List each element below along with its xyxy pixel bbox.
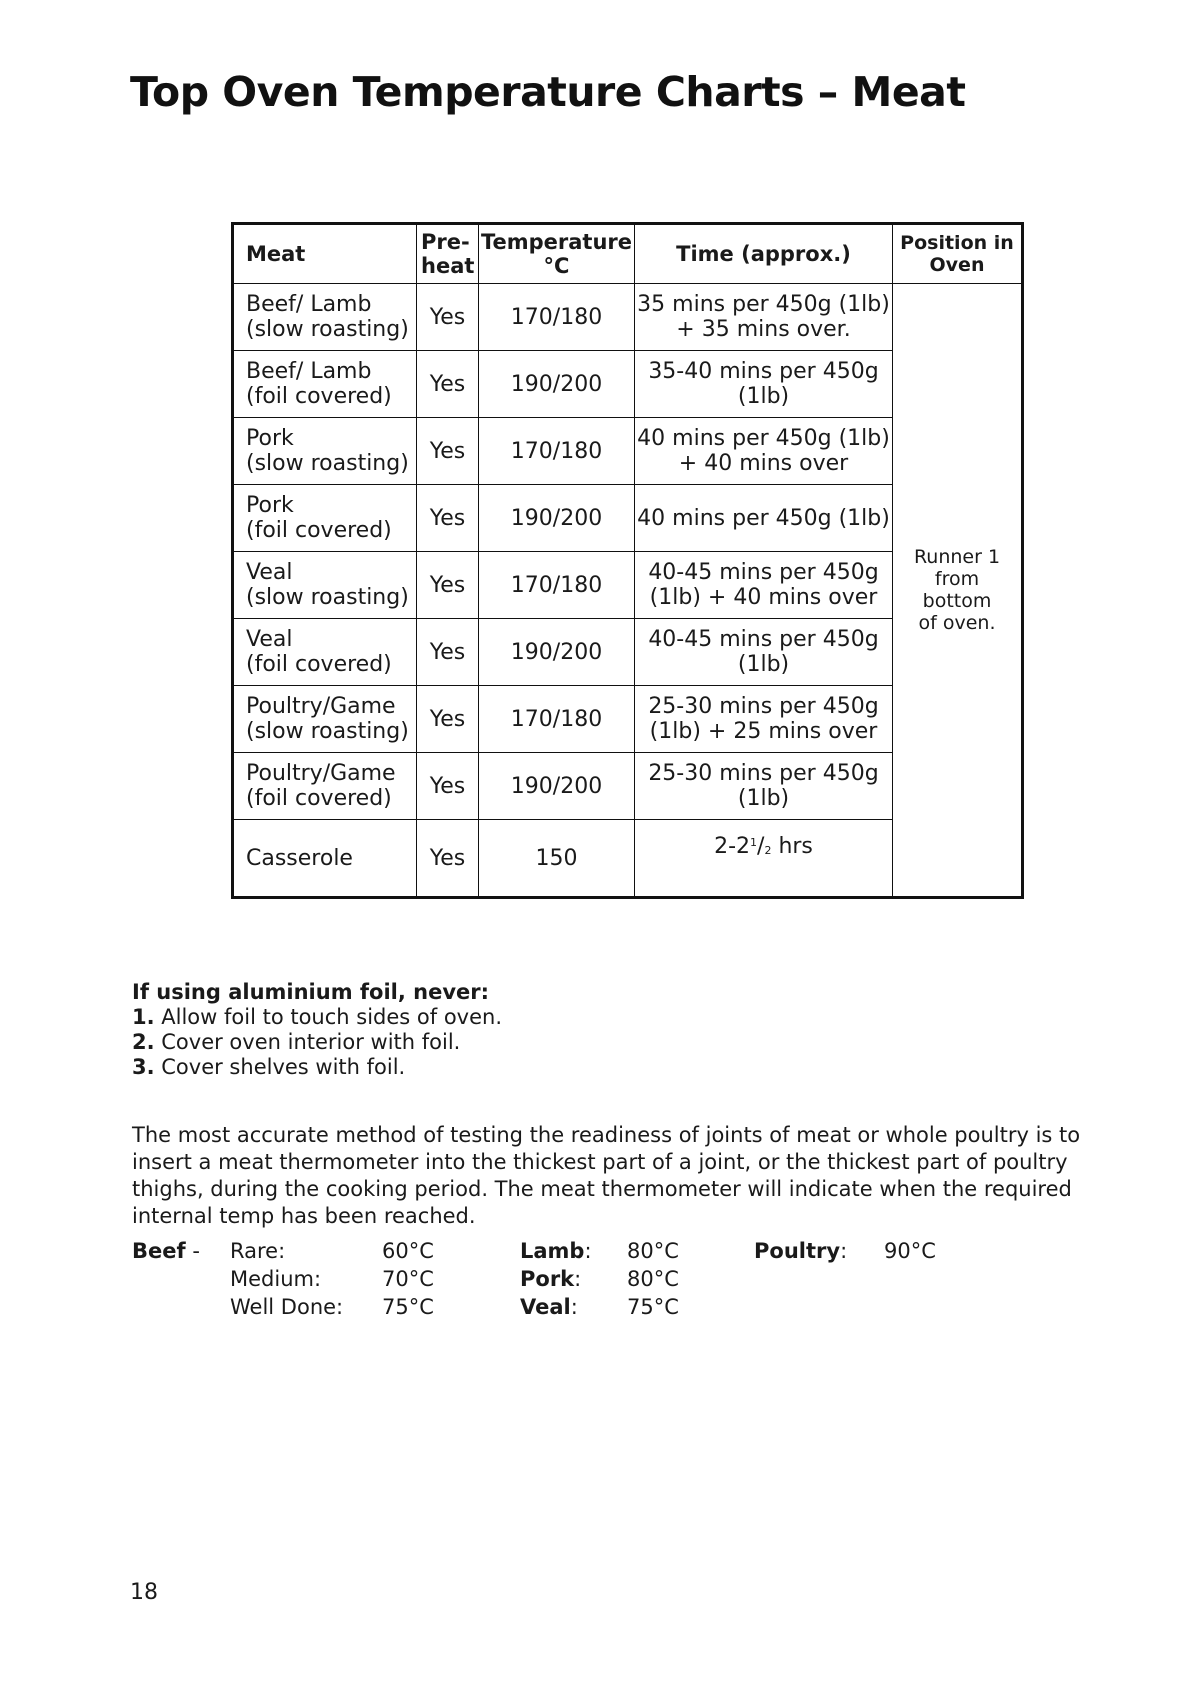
header-temperature-line1: Temperature [480,230,633,254]
meat-name: Pork [246,493,294,518]
thermometer-paragraph: The most accurate method of testing the readiness of joints of meat or whole poultry is to insert a meat thermometer into the thickest part of a joint, or the thickest part of poultry thighs, during the cooking period. The meat thermometer will indicate when the required internal temp has been reached. [132,1123,1081,1228]
time-line2: (1lb) + 25 mins over [649,719,878,744]
time-cell [635,619,893,686]
meat-cell [233,686,417,753]
meat-name: Beef/ Lamb [246,292,372,317]
item-text: Allow foil to touch sides of oven. [154,1005,503,1029]
time-line1: 35-40 mins per 450g [648,359,879,384]
label-colon: : [574,1267,582,1291]
meat-label: Pork [520,1267,575,1291]
time-cell [635,418,893,485]
meat-temp-label [520,1238,592,1265]
item-text: Cover shelves with foil. [154,1055,406,1079]
preheat-cell: Yes [417,686,479,753]
meat-temp-value: 80°C [627,1267,679,1291]
casserole-time-prefix: 2-2 [714,834,751,859]
header-time: Time (approx.) [635,224,893,284]
fraction-slash: / [757,834,765,859]
time-line1: 40 mins per 450g (1lb) [637,505,890,531]
position-line3: bottom [922,590,992,612]
preheat-cell: Yes [417,820,479,898]
meat-name: Beef/ Lamb [246,359,372,384]
beef-label: Beef [132,1239,186,1263]
meat-temperature-table [231,222,1024,899]
time-line1: 40-45 mins per 450g [648,627,879,652]
foil-warning-heading: If using aluminium foil, never: [132,980,490,1004]
meat-temp-value: 75°C [627,1295,679,1319]
foil-warning-item [132,1030,502,1055]
meat-method: (foil covered) [246,652,392,677]
preheat-cell: Yes [417,351,479,418]
time-line2: + 40 mins over [678,451,849,476]
time-line2: (1lb) [737,384,790,409]
time-cell [635,552,893,619]
page-number: 18 [130,1580,158,1605]
meat-cell [233,418,417,485]
time-cell [635,351,893,418]
header-preheat-line2: heat [421,254,475,278]
table-header-row [233,224,1023,284]
temperature-cell: 170/180 [479,284,635,351]
meat-cell [233,820,417,898]
foil-warning [132,980,502,1080]
page-title: Top Oven Temperature Charts – Meat [130,68,966,116]
temperature-cell: 190/200 [479,753,635,820]
time-line2: (1lb) [737,652,790,677]
temperature-cell: 190/200 [479,485,635,552]
meat-method: (foil covered) [246,786,392,811]
position-line2: from [934,568,980,590]
meat-name: Poultry/Game [246,761,396,786]
beef-heading [132,1238,200,1265]
header-meat: Meat [233,224,417,284]
meat-method: (slow roasting) [246,317,409,342]
temperature-cell: 170/180 [479,686,635,753]
position-line4: of oven. [918,612,996,634]
header-preheat [417,224,479,284]
meat-temp-label [520,1266,581,1293]
time-line2: (1lb) + 40 mins over [649,585,878,610]
item-text: Cover oven interior with foil. [154,1030,461,1054]
meat-name: Casserole [246,845,353,871]
meat-method: (slow roasting) [246,719,409,744]
meat-name: Veal [246,560,293,585]
meat-name: Pork [246,426,294,451]
time-line1: 25-30 mins per 450g [648,761,879,786]
meat-name: Veal [246,627,293,652]
poultry-temp-label [754,1238,847,1265]
meat-cell [233,485,417,552]
temperature-cell: 190/200 [479,351,635,418]
time-cell [635,485,893,552]
doneness-value: 75°C [382,1295,434,1319]
foil-warning-item [132,1005,502,1030]
doneness-label: Medium: [230,1267,322,1291]
item-number: 3. [132,1055,155,1079]
meat-label: Lamb [520,1239,585,1263]
header-temperature [479,224,635,284]
time-cell [635,686,893,753]
temperature-cell: 150 [479,820,635,898]
fraction-denominator: 2 [764,844,772,857]
meat-cell [233,552,417,619]
time-cell [635,284,893,351]
meat-cell [233,351,417,418]
poultry-label: Poultry [754,1239,841,1263]
preheat-cell: Yes [417,552,479,619]
doneness-value: 70°C [382,1267,434,1291]
preheat-cell: Yes [417,284,479,351]
time-cell [635,753,893,820]
label-colon: : [570,1295,578,1319]
item-number: 1. [132,1005,155,1029]
meat-name: Poultry/Game [246,694,396,719]
time-line1: 35 mins per 450g (1lb) [637,292,890,317]
header-temperature-line2: °C [543,254,570,278]
meat-method: (slow roasting) [246,451,409,476]
time-cell [635,820,893,898]
preheat-cell: Yes [417,619,479,686]
fraction-numerator: 1 [750,836,758,849]
preheat-cell: Yes [417,753,479,820]
poultry-temp-value: 90°C [884,1239,936,1263]
preheat-cell: Yes [417,485,479,552]
meat-method: (slow roasting) [246,585,409,610]
beef-dash: - [185,1239,200,1263]
time-line2: + 35 mins over. [676,317,851,342]
meat-method: (foil covered) [246,518,392,543]
time-line2: (1lb) [737,786,790,811]
header-position [893,224,1023,284]
header-position-line1: Position in [900,232,1014,254]
header-preheat-line1: Pre- [421,230,470,254]
meat-method: (foil covered) [246,384,392,409]
time-line1: 40-45 mins per 450g [648,560,879,585]
meat-temp-value: 80°C [627,1239,679,1263]
temperature-cell: 190/200 [479,619,635,686]
time-line1: 25-30 mins per 450g [648,694,879,719]
doneness-label: Rare: [230,1239,286,1263]
meat-temp-label [520,1294,578,1321]
table-row [233,284,1023,351]
label-colon: : [584,1239,592,1263]
position-cell [893,284,1023,898]
temperature-cell: 170/180 [479,418,635,485]
meat-label: Veal [520,1295,571,1319]
item-number: 2. [132,1030,155,1054]
time-line1: 40 mins per 450g (1lb) [637,426,890,451]
temperature-cell: 170/180 [479,552,635,619]
header-position-line2: Oven [929,254,985,276]
casserole-time-suffix: hrs [771,834,813,859]
doneness-value: 60°C [382,1239,434,1263]
preheat-cell: Yes [417,418,479,485]
meat-cell [233,284,417,351]
doneness-label: Well Done: [230,1295,344,1319]
position-line1: Runner 1 [913,546,1001,568]
meat-cell [233,619,417,686]
foil-warning-item [132,1055,502,1080]
meat-cell [233,753,417,820]
label-colon: : [840,1239,848,1263]
